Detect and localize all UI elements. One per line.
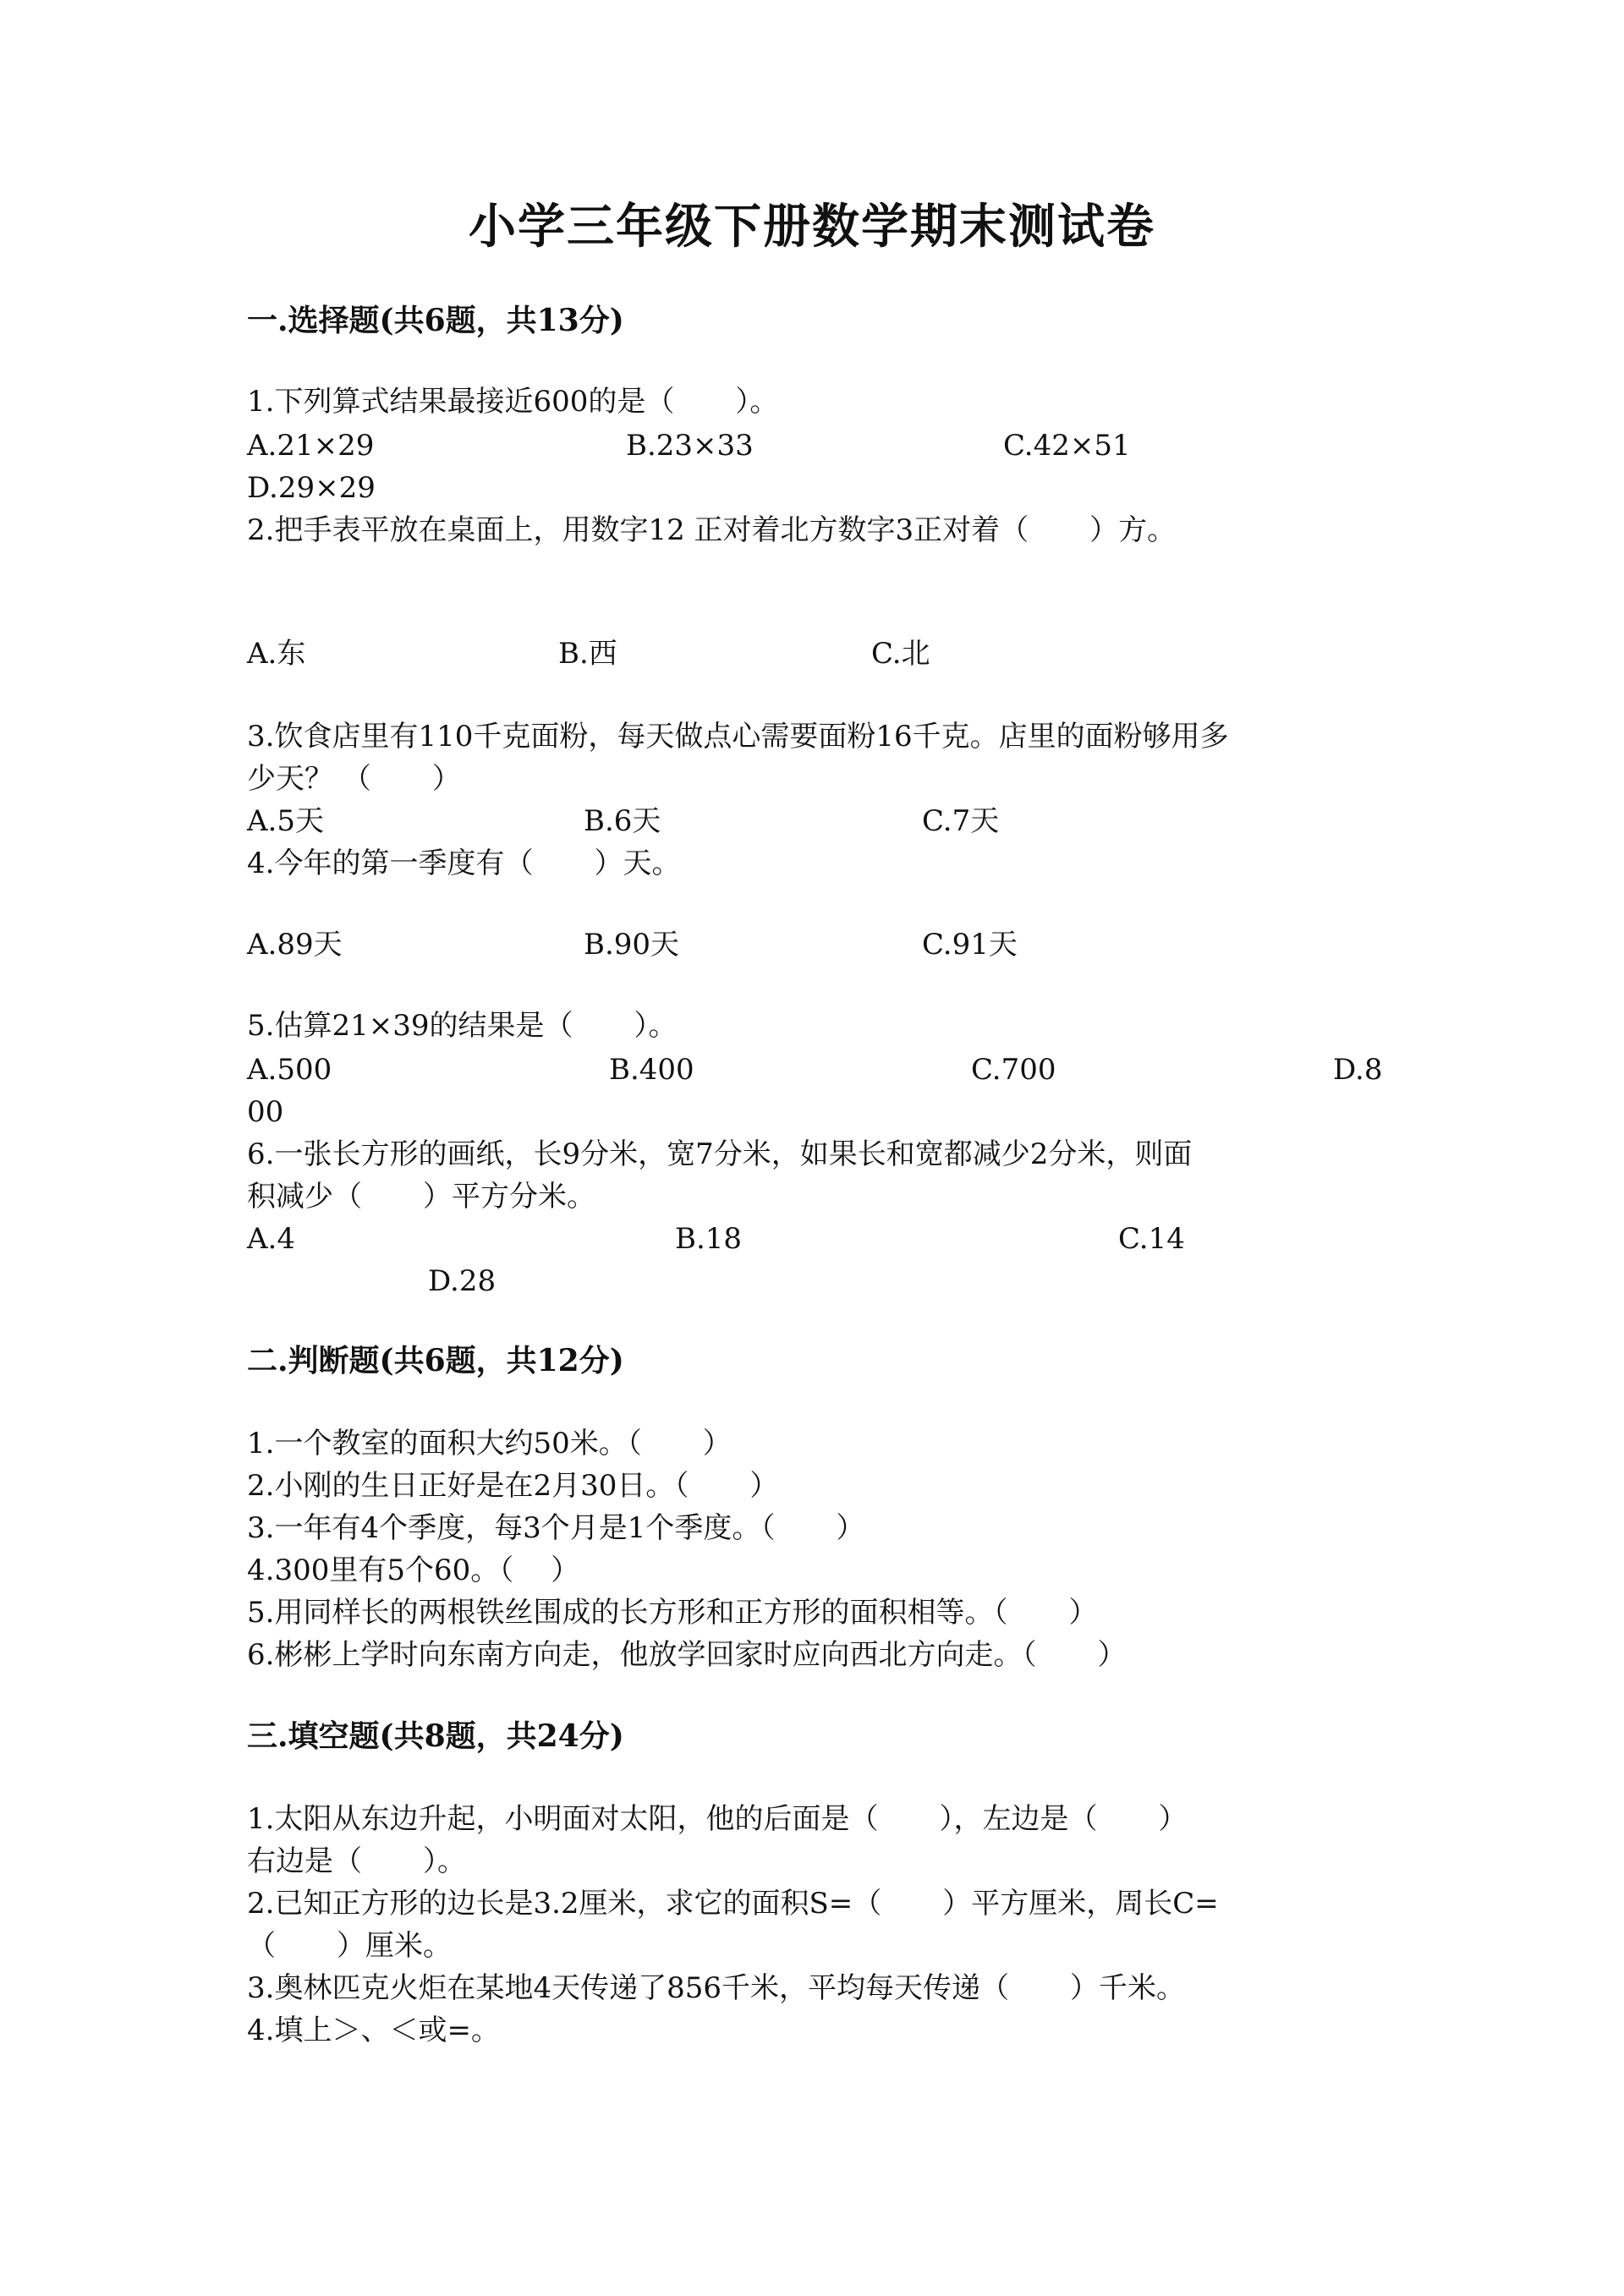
fill-question-1-line2: 右边是（ ）。 [247, 1844, 466, 1878]
choice-q6-option-c: C.14 [1118, 1222, 1185, 1256]
fill-question-3: 3.奥林匹克火炬在某地4天传递了856千米，平均每天传递（ ）千米。 [247, 1971, 1185, 2005]
choice-q5-option-b: B.400 [609, 1053, 694, 1087]
choice-question-1: 1.下列算式结果最接近600的是（ ）。 [247, 385, 779, 419]
judge-question-1: 1.一个教室的面积大约50米。（ ） [247, 1427, 732, 1460]
choice-question-2: 2.把手表平放在桌面上，用数字12 正对着北方数字3正对着（ ）方。 [247, 513, 1177, 547]
choice-q4-option-c: C.91天 [922, 928, 1018, 962]
section-heading-judge: 二.判断题(共6题，共12分) [247, 1343, 624, 1378]
section-heading-choice: 一.选择题(共6题，共13分) [247, 303, 624, 338]
choice-question-5: 5.估算21×39的结果是（ ）。 [247, 1009, 678, 1043]
choice-q6-option-a: A.4 [247, 1222, 295, 1256]
judge-question-6: 6.彬彬上学时向东南方向走，他放学回家时应向西北方向走。（ ） [247, 1638, 1127, 1672]
choice-q6-option-b: B.18 [675, 1222, 743, 1256]
choice-q2-option-a: A.东 [247, 637, 306, 671]
choice-q5-option-d-wrap: 00 [247, 1095, 284, 1129]
judge-question-2: 2.小刚的生日正好是在2月30日。（ ） [247, 1469, 779, 1503]
judge-question-3: 3.一年有4个季度，每3个月是1个季度。（ ） [247, 1511, 865, 1545]
choice-question-3-line1: 3.饮食店里有110千克面粉，每天做点心需要面粉16千克。店里的面粉够用多 [247, 720, 1229, 753]
choice-q5-option-c: C.700 [971, 1053, 1056, 1087]
choice-q5-option-d: D.8 [1333, 1053, 1383, 1087]
choice-q1-option-b: B.23×33 [626, 429, 754, 463]
fill-question-2-line1: 2.已知正方形的边长是3.2厘米，求它的面积S=（ ）平方厘米，周长C= [247, 1887, 1219, 1921]
choice-q1-option-a: A.21×29 [247, 429, 375, 463]
choice-question-3-line2: 少天？ （ ） [247, 762, 461, 796]
choice-q3-option-a: A.5天 [247, 804, 324, 838]
judge-question-5: 5.用同样长的两根铁丝围成的长方形和正方形的面积相等。（ ） [247, 1596, 1098, 1630]
fill-question-1-line1: 1.太阳从东边升起，小明面对太阳，他的后面是（ ），左边是（ ） [247, 1802, 1188, 1836]
choice-q1-option-d: D.29×29 [247, 471, 376, 505]
choice-q2-option-b: B.西 [558, 637, 617, 671]
choice-question-4: 4.今年的第一季度有（ ）天。 [247, 847, 681, 880]
choice-q4-option-a: A.89天 [247, 928, 343, 962]
choice-question-6-line2: 积减少（ ）平方分米。 [247, 1180, 595, 1214]
choice-question-6-line1: 6.一张长方形的画纸，长9分米，宽7分米，如果长和宽都减少2分米，则面 [247, 1137, 1193, 1171]
fill-question-4: 4.填上＞、＜或=。 [247, 2014, 500, 2047]
choice-q5-option-a: A.500 [247, 1053, 332, 1087]
section-heading-fill: 三.填空题(共8题，共24分) [247, 1718, 624, 1754]
page-title: 小学三年级下册数学期末测试卷 [469, 199, 1155, 255]
judge-question-4: 4.300里有5个60。（ ） [247, 1553, 580, 1587]
fill-question-2-line2: （ ）厘米。 [247, 1929, 452, 1963]
choice-q3-option-b: B.6天 [584, 804, 661, 838]
choice-q1-option-c: C.42×51 [1003, 429, 1131, 463]
choice-q3-option-c: C.7天 [922, 804, 1000, 838]
choice-q2-option-c: C.北 [871, 637, 930, 671]
choice-q4-option-b: B.90天 [584, 928, 680, 962]
choice-q6-option-d: D.28 [428, 1264, 497, 1298]
